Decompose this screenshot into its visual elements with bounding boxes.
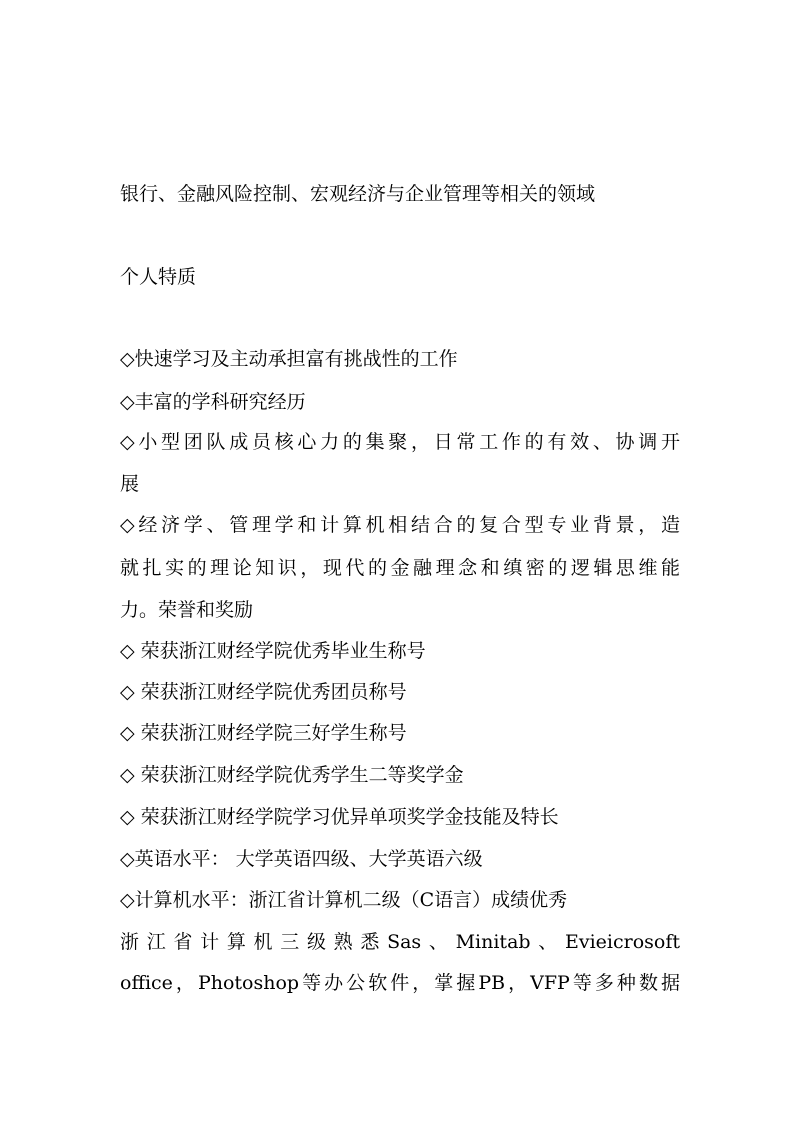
trait-line: ◇快速学习及主动承担富有挑战性的工作	[120, 348, 458, 370]
skill-line: ◇计算机水平：浙江省计算机二级（C语言）成绩优秀	[120, 889, 568, 911]
honor-line: ◇ 荣获浙江财经学院三好学生称号	[120, 722, 407, 744]
skill-line: 浙江省计算机三级熟悉Sas、Minitab、Evieicrosoft	[120, 931, 680, 953]
skill-line: office，Photoshop等办公软件，掌握PB，VFP等多种数据	[120, 972, 680, 994]
honor-line: ◇ 荣获浙江财经学院优秀毕业生称号	[120, 640, 426, 662]
trait-line: 就扎实的理论知识，现代的金融理念和缜密的逻辑思维能	[120, 557, 680, 579]
honor-line: ◇ 荣获浙江财经学院学习优异单项奖学金技能及特长	[120, 806, 559, 828]
skill-line: ◇英语水平： 大学英语四级、大学英语六级	[120, 848, 483, 870]
heading-traits: 个人特质	[120, 266, 197, 288]
intro-line: 银行、金融风险控制、宏观经济与企业管理等相关的领域	[120, 183, 596, 205]
trait-line: ◇经济学、管理学和计算机相结合的复合型专业背景，造	[120, 514, 680, 536]
trait-line: ◇丰富的学科研究经历	[120, 391, 306, 413]
trait-line: 力。荣誉和奖励	[120, 599, 254, 621]
honor-line: ◇ 荣获浙江财经学院优秀团员称号	[120, 681, 407, 703]
trait-line: ◇小型团队成员核心力的集聚，日常工作的有效、协调开	[120, 431, 680, 453]
trait-line: 展	[120, 473, 140, 495]
honor-line: ◇ 荣获浙江财经学院优秀学生二等奖学金	[120, 764, 464, 786]
